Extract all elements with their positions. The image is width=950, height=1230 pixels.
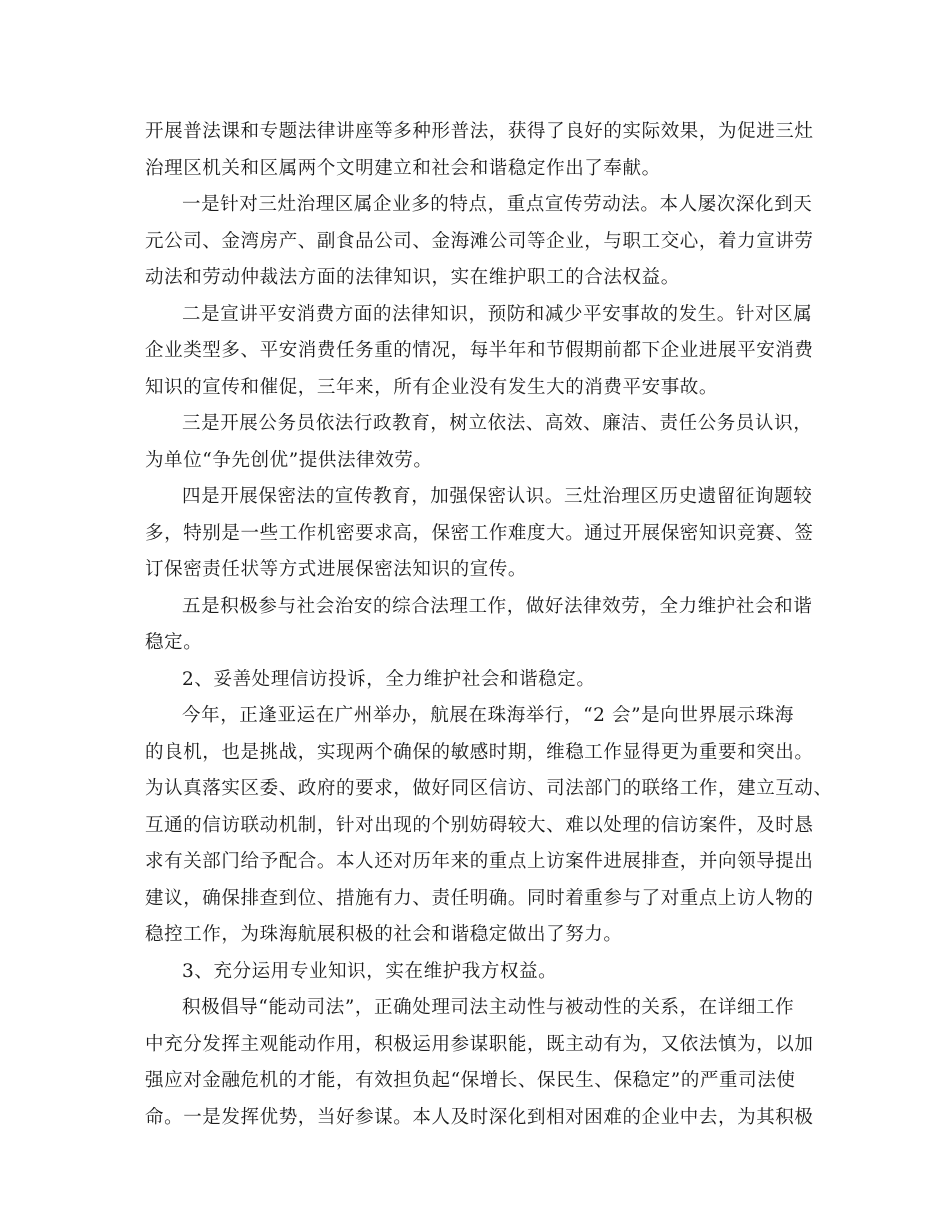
text-line: 五是积极参与社会治安的综合法理工作，做好法律效劳，全力维护社会和谐 bbox=[182, 595, 813, 617]
text-line: 多，特别是一些工作机密要求高，保密工作难度大。通过开展保密知识竞赛、签 bbox=[145, 522, 814, 544]
text-line: 治理区机关和区属两个文明建立和社会和谐稳定作出了奉献。 bbox=[145, 157, 661, 179]
section-heading: 2、妥善处理信访投诉，全力维护社会和谐稳定。 bbox=[182, 668, 596, 690]
text-line: 的良机，也是挑战，实现两个确保的敏感时期，维稳工作显得更为重要和突出。 bbox=[145, 741, 814, 763]
text-line: 元公司、金湾房产、副食品公司、金海滩公司等企业，与职工交心，着力宣讲劳 bbox=[145, 230, 814, 252]
text-line: 中充分发挥主观能动作用，积极运用参谋职能，既主动有为，又依法慎为，以加 bbox=[145, 1033, 814, 1055]
text-line: 互通的信访联动机制，针对出现的个别妨碍较大、难以处理的信访案件，及时恳 bbox=[145, 814, 814, 836]
document-body bbox=[145, 114, 833, 1136]
text-line: 稳控工作，为珠海航展积极的社会和谐稳定做出了努力。 bbox=[145, 924, 623, 945]
text-line: 积极倡导“能动司法”，正确处理司法主动性与被动性的关系，在详细工作 bbox=[182, 997, 795, 1018]
text-line: 订保密责任状等方式进展保密法知识的宣传。 bbox=[145, 559, 528, 580]
text-line: 动法和劳动仲裁法方面的法律知识，实在维护职工的合法权益。 bbox=[145, 267, 680, 288]
text-line: 建议，确保排查到位、措施有力、责任明确。同时着重参与了对重点上访人物的 bbox=[145, 887, 814, 909]
text-line: 一是针对三灶治理区属企业多的特点，重点宣传劳动法。本人屡次深化到天 bbox=[182, 194, 813, 215]
text-line: 企业类型多、平安消费任务重的情况，每半年和节假期前都下企业进展平安消费 bbox=[145, 340, 814, 361]
text-line: 二是宣讲平安消费方面的法律知识，预防和减少平安事故的发生。针对区属 bbox=[182, 303, 813, 325]
text-line: 为认真落实区委、政府的要求，做好同区信访、司法部门的联络工作，建立互动、 bbox=[145, 778, 833, 799]
text-line: 开展普法课和专题法律讲座等多种形普法，获得了良好的实际效果，为促进三灶 bbox=[145, 121, 814, 142]
text-line: 知识的宣传和催促，三年来，所有企业没有发生大的消费平安事故。 bbox=[145, 376, 719, 398]
text-line: 四是开展保密法的宣传教育，加强保密认识。三灶治理区历史遗留征询题较 bbox=[182, 486, 813, 507]
text-line: 稳定。 bbox=[145, 632, 203, 653]
section-heading: 3、充分运用专业知识，实在维护我方权益。 bbox=[182, 960, 558, 982]
text-line: 求有关部门给予配合。本人还对历年来的重点上访案件进展排查，并向领导提出 bbox=[145, 851, 814, 872]
text-line: 三是开展公务员依法行政教育，树立依法、高效、廉洁、责任公务员认识， bbox=[182, 413, 813, 434]
text-line: 强应对金融危机的才能，有效担负起“保增长、保民生、保稳定”的严重司法使 bbox=[145, 1070, 796, 1091]
text-line: 为单位“争先创优”提供法律效劳。 bbox=[145, 449, 433, 471]
text-line: 今年，正逢亚运在广州举办，航展在珠海举行，“2 会”是向世界展示珠海 bbox=[182, 705, 794, 726]
text-line: 命。一是发挥优势，当好参谋。本人及时深化到相对困难的企业中去，为其积极 bbox=[145, 1106, 814, 1128]
